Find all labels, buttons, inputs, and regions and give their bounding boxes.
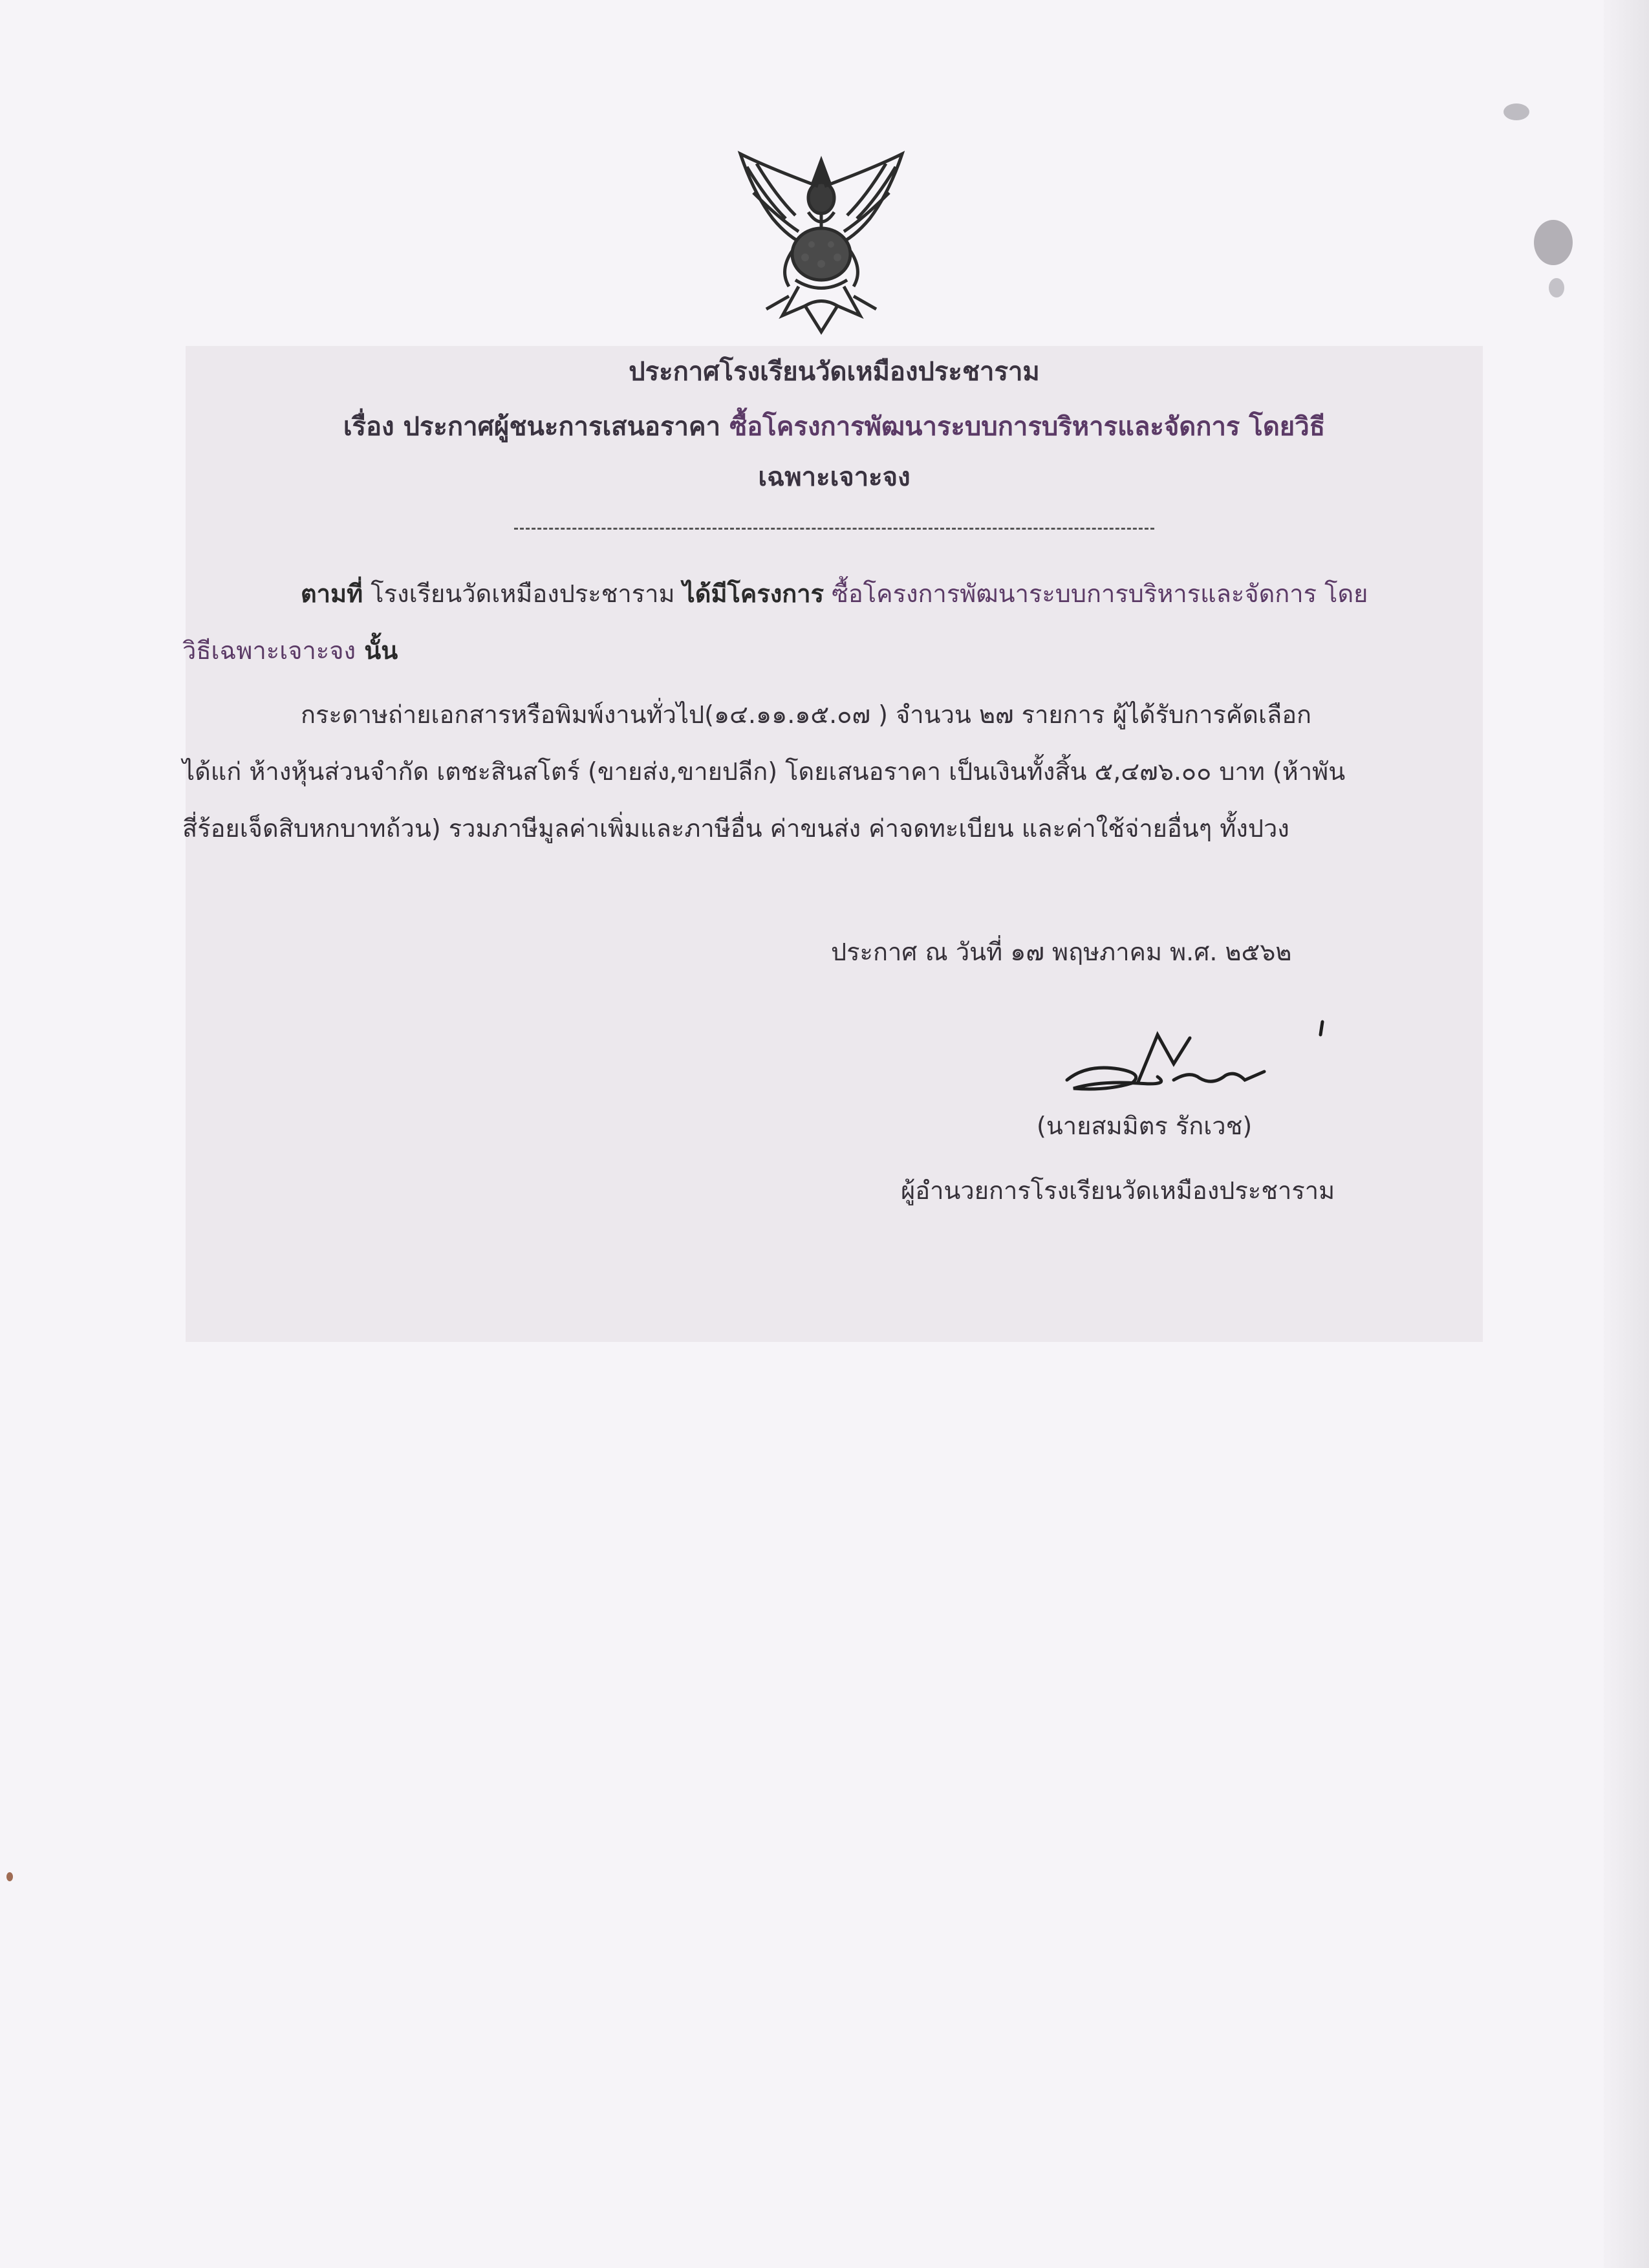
subject-label: เรื่อง ประกาศผู้ชนะการเสนอราคา: [343, 412, 721, 442]
scan-speck: [1534, 220, 1573, 265]
paragraph-1-line-1: [301, 576, 1368, 612]
paragraph-2-line-3: สี่ร้อยเจ็ดสิบหกบาทถ้วน) รวมภาษีมูลค่าเพิ่มและภาษีอื่น ค่าขนส่ง ค่าจดทะเบียน และค่าใช้จ่ายอื่นๆ ทั้งปวง: [182, 814, 1289, 843]
document-title: ประกาศโรงเรียนวัดเหมืองประชาราม: [629, 357, 1040, 387]
paragraph-lead: ตามที่: [301, 579, 363, 608]
paragraph-2-line-2: ได้แก่ ห้างหุ้นส่วนจำกัด เตชะสินสโตร์ (ขายส่ง,ขายปลีก) โดยเสนอราคา เป็นเงินทั้งสิ้น ๕,๔๗๖.๐๐ บาท (ห้าพัน: [182, 757, 1346, 786]
scan-speck: [1549, 278, 1564, 297]
paragraph-end: นั้น: [356, 636, 398, 665]
signer-name: (นายสมมิตร รักเวช): [1037, 1112, 1253, 1140]
procurement-method: วิธีเฉพาะเจาะจง: [182, 636, 356, 665]
document-subject-continued: เฉพาะเจาะจง: [758, 462, 911, 492]
project-lead: ได้มีโครงการ: [682, 579, 824, 608]
document-subject: [186, 407, 1483, 446]
scan-speck: [1503, 103, 1529, 120]
scan-speck: [6, 1872, 13, 1881]
subject-detail: ซื้อโครงการพัฒนาระบบการบริหารและจัดการ โดยวิธี: [729, 412, 1326, 442]
signature: [1061, 1019, 1339, 1096]
scan-page-edge: [1604, 0, 1649, 2268]
paragraph-2-line-1: กระดาษถ่ายเอกสารหรือพิมพ์งานทั่วไป(๑๔.๑๑.๑๕.๐๗ ) จำนวน ๒๗ รายการ ผู้ได้รับการคัดเลือก: [301, 700, 1312, 729]
garuda-emblem-icon: [727, 147, 915, 341]
school-name: โรงเรียนวัดเหมืองประชาราม: [363, 579, 683, 608]
project-name: ซื้อโครงการพัฒนาระบบการบริหารและจัดการ โดย: [824, 579, 1368, 608]
divider: [514, 528, 1154, 530]
signer-title: ผู้อำนวยการโรงเรียนวัดเหมืองประชาราม: [901, 1176, 1335, 1205]
paragraph-1-line-2: [182, 632, 398, 669]
announcement-date: ประกาศ ณ วันที่ ๑๗ พฤษภาคม พ.ศ. ๒๕๖๒: [831, 938, 1292, 966]
